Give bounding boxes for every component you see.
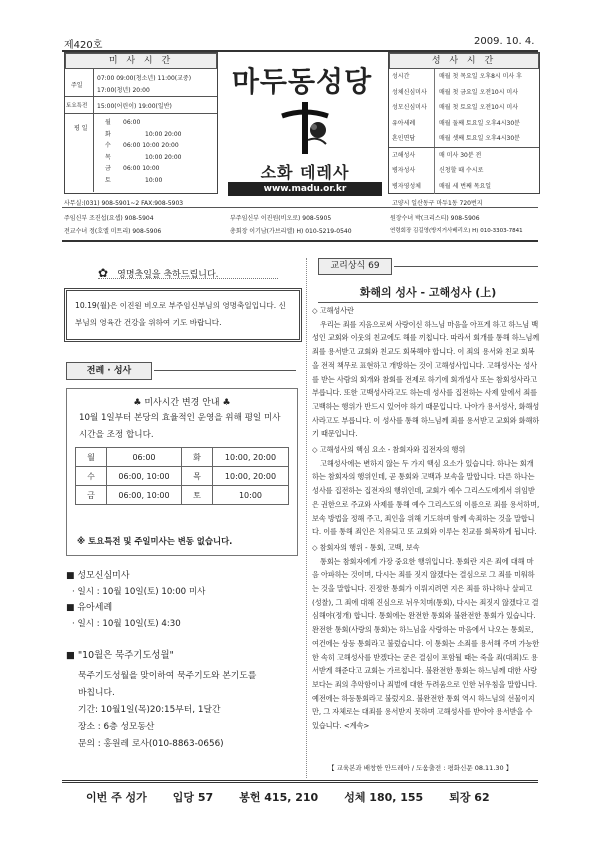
sacrament-row [389, 85, 539, 101]
event-detail-marian-mass: · 일시 : 10월 10일(토) 10:00 미사 [72, 587, 206, 597]
weekday-label: 평 일 [74, 125, 88, 132]
feast-notice-title: 영명축일을 축하드립니다. [117, 270, 219, 280]
sacrament-name: 고해성사 [389, 148, 435, 164]
doctrine-title: 화해의 성사 - 고해성사 (上) [359, 286, 497, 299]
weekday-times: 06:00 10:00 20:00 06:00 10:00 20:00 10:00 20:00 06:00 10:00 10:00 [123, 119, 182, 184]
mass-change-notice [66, 388, 298, 556]
sacrament-row [389, 179, 539, 195]
chairman-contact: 총회장 이기남(가브리엘) H) 010-5219-0540 [230, 228, 352, 235]
event-detail-baptism: · 일시 : 10월 10일(토) 4:30 [72, 619, 181, 629]
assistant-contact: 부주임신부 이진원(비오로) 908-5905 [230, 215, 332, 222]
sacrament-row [389, 100, 539, 116]
superior-contact: 원장수녀 박(크리스티) 908-5906 [390, 215, 480, 222]
sacrament-row [389, 69, 539, 85]
rosary-title: ■ "10월은 묵주기도성월" [66, 650, 174, 661]
liturgy-section-title: 전례 · 성사 [66, 362, 152, 380]
sacrament-desc: 매월 셋째 토요일 오후4시30분 [439, 135, 520, 142]
sunday-label: 주일 [71, 82, 83, 89]
sacrament-name: 혼인면담 [389, 131, 435, 147]
flower-icon: ✿ [98, 266, 109, 280]
parish-name: 마두동성당 [231, 65, 373, 98]
sacrament-name: 유아세례 [389, 116, 435, 132]
feast-notice-box [64, 288, 302, 342]
website-link[interactable]: www.madu.or.kr [228, 182, 382, 196]
sacrament-desc: 신청할 때 수시로 [439, 167, 484, 174]
office-contact: 사무실:(031) 908-5901~2 FAX:908-5903 [64, 200, 184, 207]
pastor-contact: 주임신부 조진섭(요셉) 908-5904 [64, 215, 154, 222]
doctrine-series: 교리상식 69 [318, 258, 392, 275]
sacrament-desc: 매월 첫 목요일 오후8시 미사 후 [439, 73, 522, 80]
table-row: 수 06:00, 10:00 목 10:00, 20:00 [76, 467, 289, 486]
sacrament-row [389, 148, 539, 164]
issue-date: 2009. 10. 4. [474, 36, 535, 47]
mass-change-title: ♣ 미사시간 변경 안내 ♣ [133, 398, 231, 408]
doctrine-source: 【 교육본과 배창한 안드레아 / 도움출전 : 평화신문 08.11.30 】 [328, 764, 513, 772]
mass-change-body: 10월 1일부터 본당의 효율적인 운영을 위해 평일 미사시간을 조정 합니다. [79, 413, 281, 440]
sacrament-name: 성시간 [389, 69, 435, 85]
sacrament-desc: 매월 둘째 토요일 오후4시30분 [439, 119, 520, 127]
mass-schedule-title: 미 사 시 간 [65, 53, 217, 69]
hymn-recessional: 퇴장 62 [449, 791, 490, 804]
hymn-entrance: 입당 57 [172, 791, 214, 804]
mass-change-table [75, 447, 289, 505]
hymns-label: 이번 주 성가 [86, 791, 147, 804]
cross-rose-icon [270, 100, 340, 156]
parish-address: 고양시 일산동구 마두1동 720번지 [392, 200, 483, 207]
sacrament-list [389, 69, 539, 194]
sacrament-name: 병자영성체 [389, 179, 435, 195]
feast-notice-header [98, 262, 298, 280]
saturday-vigil-label: 토요특전 [66, 103, 88, 109]
sacrament-row [389, 116, 539, 132]
sunday-times-1: 07:00 09:00(청소년) 11:00(교중) [97, 75, 192, 82]
sacrament-name: 병자성사 [389, 163, 435, 179]
sister-contact: 전교수녀 정(호엘 미트리) 908-5906 [64, 228, 162, 235]
sacrament-row [389, 163, 539, 179]
weekday-days: 월 화 수 목 금 토 [105, 119, 111, 184]
sacrament-desc: 매 미사 30분 전 [439, 151, 482, 159]
table-row: 월 06:00 화 10:00, 20:00 [76, 448, 289, 467]
mass-change-note: ※ 토요특전 및 주일미사는 변동 없습니다. [77, 536, 233, 546]
sacrament-row [389, 131, 539, 148]
sacrament-name: 성체신심미사 [389, 85, 435, 101]
event-title-baptism: ■ 유아세례 [66, 603, 113, 613]
patron-name: 소화 데레사 [260, 163, 350, 182]
sunday-times-2: 17:00(청년) 20:00 [97, 87, 150, 94]
hymn-communion: 성체 180, 155 [344, 791, 424, 804]
sacrament-name: 성모신심미사 [389, 100, 435, 116]
table-row: 금 06:00, 10:00 토 10:00 [76, 486, 289, 505]
sacrament-desc: 매월 첫 금요일 오전10시 미사 [439, 88, 519, 96]
saturday-vigil-times: 15:00(어린이) 19:00(일반) [97, 103, 172, 110]
feast-notice-body: 10.19(월)은 이진원 비오로 부주임신부님의 영명축일입니다. 신부님의 영육간 건강을 위하여 기도 바랍니다. [75, 301, 286, 327]
sacrament-desc: 매월 첫 토요일 오전10시 미사 [439, 104, 519, 111]
rosary-body: 묵주기도성월을 맞이하여 묵주기도와 본기도를 바칩니다. 기간: 10월1일(목)20:15부터, 1달간 장소 : 6층 성모동산 문의 : 홍원레 로사(010-8863-0656) [78, 671, 257, 749]
weekly-hymns [86, 789, 536, 805]
committee-contact: 연령회장 김길영(방지거사베리오) H) 010-3303-7841 [390, 228, 523, 234]
mass-schedule [64, 52, 218, 194]
hymn-offertory: 봉헌 415, 210 [239, 791, 319, 804]
sacrament-schedule [388, 52, 540, 194]
sacrament-schedule-title: 성 사 시 간 [389, 53, 539, 69]
event-title-marian-mass: ■ 성모신심미사 [66, 571, 130, 581]
doctrine-body: ◇ 고해성사란 우리는 죄를 지음으로써 사랑이신 하느님 마음을 아프게 하고 하느님 백성인 교회와 이웃의 친교에도 해를 끼칩니다. 따라서 회개를 통해 하느님께 죄를 용서받고 교회와 친교도 회복해야 합니다. 이 죄의 용서와 친교 회복을 전적 책무로 표현하고 개방하는 것이 고해성사입니다. 고해성사는 성사를 받는 사람의 회개와 참회를 전제로 하기에 회개성사 또는 참회성사라고 부릅니다. 또한 고백성사라고도 하는데 성사를 집전하는 사제 앞에서 죄를 고백하는 행위가 반드시 있어야 하기 때문입니다. 나아가 용서성사, 화해성사라고도 부릅니다. 이 성사를 통해 하느님께 죄를 용서받고 교회와 화해하기 때문입니다. ◇ 고해성사의 핵심 요소 - 참회자와 집전자의 행위 고해성사에는 변하지 않는 두 가지 핵심 요소가 있습니다. 하나는 회개하는 참회자의 행위인데, 곧 통회와 고백과 보속을 말합니다. 다른 하나는 성사를 집전하는 집전자의 행위인데, 교회가 예수 그리스도에게서 위임받은 권한으로 주교와 사제를 통해 예수 그리스도의 이름으로 죄를 용서하며, 보속 방법을 정해 주고, 죄인을 위해 기도하며 함께 속죄하는 것을 말합니다. 이를 통해 죄인은 치유되고 또 교회와 이루는 친교를 회복하게 됩니다. ◇ 참회자의 행위 - 통회, 고백, 보속 통회는 참회자에게 가장 중요한 행위입니다. 통회란 지은 죄에 대해 마음 아파하는 것이며, 다시는 죄를 짓지 않겠다는 결심으로 그 죄를 미워하는 것을 말합니다. 진정한 통회가 이뤄지려면 지은 죄를 하나하나 살피고(성찰), 그 죄에 대해 진심으로 뉘우치며(통회), 다시는 죄짓지 않겠다고 결심해야(정개) 합니다. 통회에는 완전한 통회와 불완전한 통회가 있습니다. 완전한 통회(사랑의 통회)는 하느님을 사랑하는 마음에서 나오는 통회로, 여건에는 상등 통회라고 불렀습니다. 이 통회는 소죄를 용서해 주며 가능한 한 속히 고해성사를 받겠다는 굳은 결심이 포함될 때는 죽을 죄(대죄)도 용서받게 해준다고 교회는 가르칩니다. 불완전한 통회는 하느님께 대한 사랑보다는 죄의 추악함이나 죄벌에 대한 두려움으로 인한 뉘우침을 말합니다. 예전에는 하등통회라고 불렀지요. 불완전한 통회 역시 하느님의 선물이지만, 그 자체로는 대죄를 용서받지 못하며 고해성사를 받아야 용서받을 수 있습니다. <계속> [312, 306, 540, 731]
sacrament-desc: 매월 세 번째 목요일 [439, 182, 492, 190]
issue-number: 제420호 [64, 40, 103, 51]
